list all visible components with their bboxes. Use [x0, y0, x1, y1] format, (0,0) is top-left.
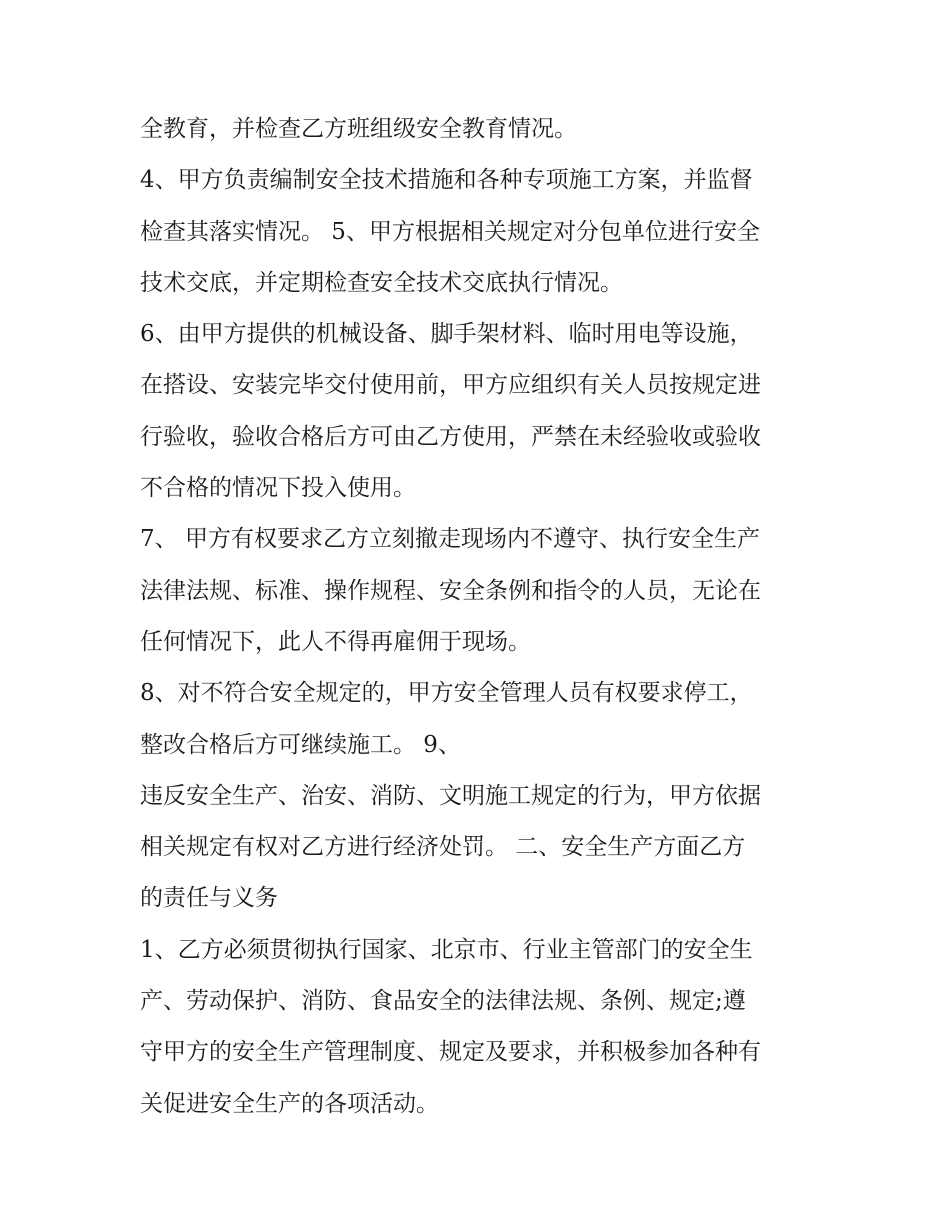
text-line: 7、 甲方有权要求乙方立刻撤走现场内不遵守、执行安全生产 — [140, 526, 760, 553]
text-line: 检查其落实情况。 5、甲方根据相关规定对分包单位进行安全 — [140, 218, 760, 245]
text-line: 整改合格后方可继续施工。 9、 — [140, 731, 461, 758]
text-line: 6、由甲方提供的机械设备、脚手架材料、临时用电等设施， — [140, 321, 753, 348]
text-line: 的责任与义务 — [140, 885, 278, 912]
text-line: 关促进安全生产的各项活动。 — [140, 1090, 439, 1117]
text-line: 任何情况下，此人不得再雇佣于现场。 — [140, 628, 531, 655]
text-line: 不合格的情况下投入使用。 — [140, 475, 416, 502]
text-line: 守甲方的安全生产管理制度、规定及要求，并积极参加各种有 — [140, 1039, 761, 1066]
text-line: 相关规定有权对乙方进行经济处罚。 二、安全生产方面乙方 — [140, 834, 746, 861]
document-body — [140, 107, 830, 1133]
text-line: 4、甲方负责编制安全技术措施和各种专项施工方案，并监督 — [140, 167, 753, 194]
text-line: 产、劳动保护、消防、食品安全的法律法规、条例、规定;遵 — [140, 988, 746, 1015]
text-line: 1、乙方必须贯彻执行国家、北京市、行业主管部门的安全生 — [140, 936, 753, 963]
text-line: 行验收，验收合格后方可由乙方使用，严禁在未经验收或验收 — [140, 423, 761, 450]
text-line: 法律法规、标准、操作规程、安全条例和指令的人员，无论在 — [140, 577, 761, 604]
text-line: 违反安全生产、治安、消防、文明施工规定的行为，甲方依据 — [140, 782, 761, 809]
text-line: 在搭设、安装完毕交付使用前，甲方应组织有关人员按规定进 — [140, 372, 761, 399]
text-line: 技术交底，并定期检查安全技术交底执行情况。 — [140, 269, 623, 296]
text-line: 全教育，并检查乙方班组级安全教育情况。 — [140, 116, 577, 142]
text-line: 8、对不符合安全规定的，甲方安全管理人员有权要求停工， — [140, 680, 753, 707]
